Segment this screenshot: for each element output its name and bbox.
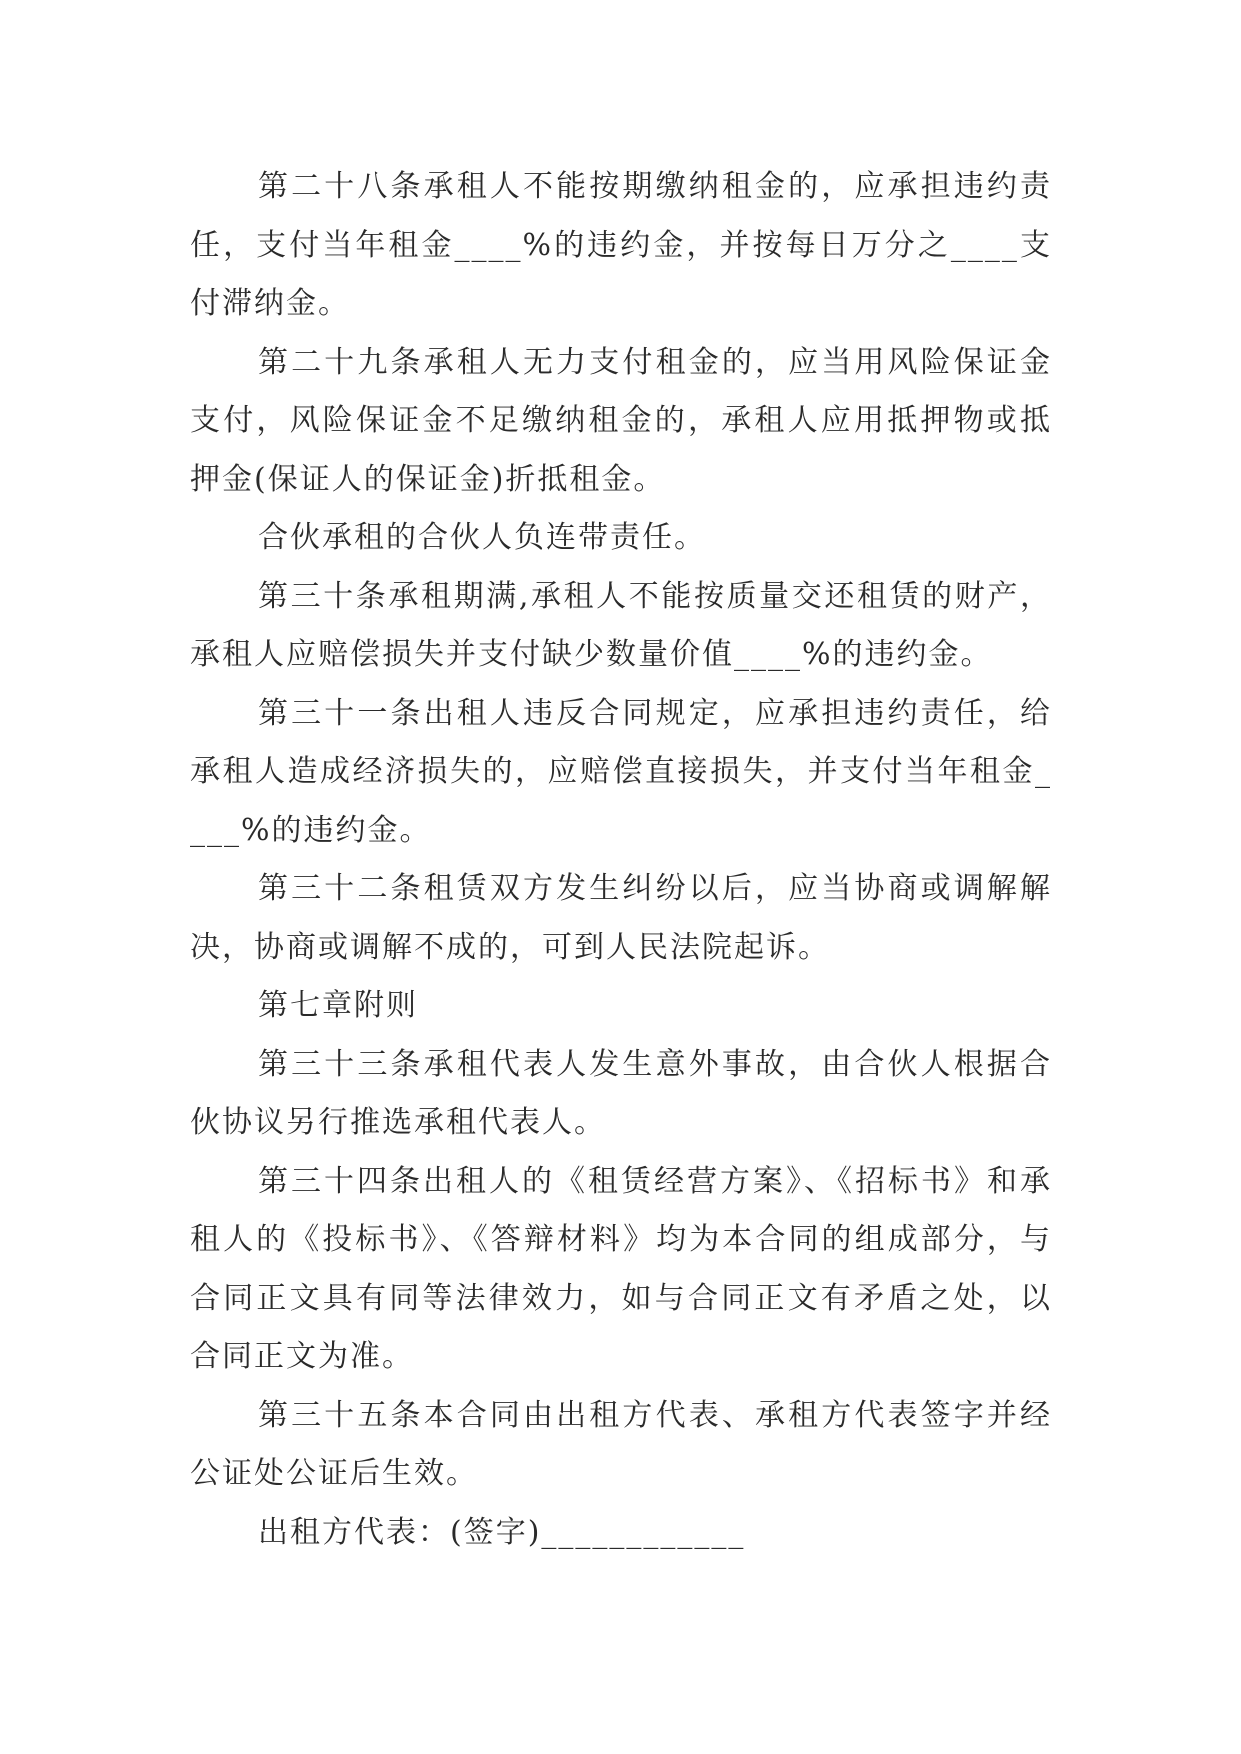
chapter-7-heading: 第七章附则 [258,988,418,1023]
document-page [190,158,1052,1562]
article-29: 第二十九条承租人无力支付租金的，应当用风险保证金支付，风险保证金不足缴纳租金的，承租人应用抵押物或抵押金(保证人的保证金)折抵租金。 [190,344,1052,497]
article-32: 第三十二条租赁双方发生纠纷以后，应当协商或调解解决，协商或调解不成的，可到人民法院起诉。 [190,871,1052,965]
partner-liability: 合伙承租的合伙人负连带责任。 [258,520,706,555]
article-28: 第二十八条承租人不能按期缴纳租金的，应承担违约责任，支付当年租金____%的违约金，并按每日万分之____支付滞纳金。 [190,169,1052,321]
article-33: 第三十三条承租代表人发生意外事故，由合伙人根据合伙协议另行推选承租代表人。 [190,1046,1052,1140]
article-35: 第三十五条本合同由出租方代表、承租方代表签字并经公证处公证后生效。 [190,1397,1052,1491]
article-31: 第三十一条出租人违反合同规定，应承担违约责任，给承租人造成经济损失的，应赔偿直接损失，并支付当年租金____%的违约金。 [190,695,1052,848]
lessor-signature-line: 出租方代表：(签字)____________ [258,1514,746,1550]
article-30: 第三十条承租期满,承租人不能按质量交还租赁的财产，承租人应赔偿损失并支付缺少数量价值____%的违约金。 [190,578,1052,672]
article-34: 第三十四条出租人的《租赁经营方案》、《招标书》和承租人的《投标书》、《答辩材料》均为本合同的组成部分，与合同正文具有同等法律效力，如与合同正文有矛盾之处，以合同正文为准。 [190,1163,1052,1374]
